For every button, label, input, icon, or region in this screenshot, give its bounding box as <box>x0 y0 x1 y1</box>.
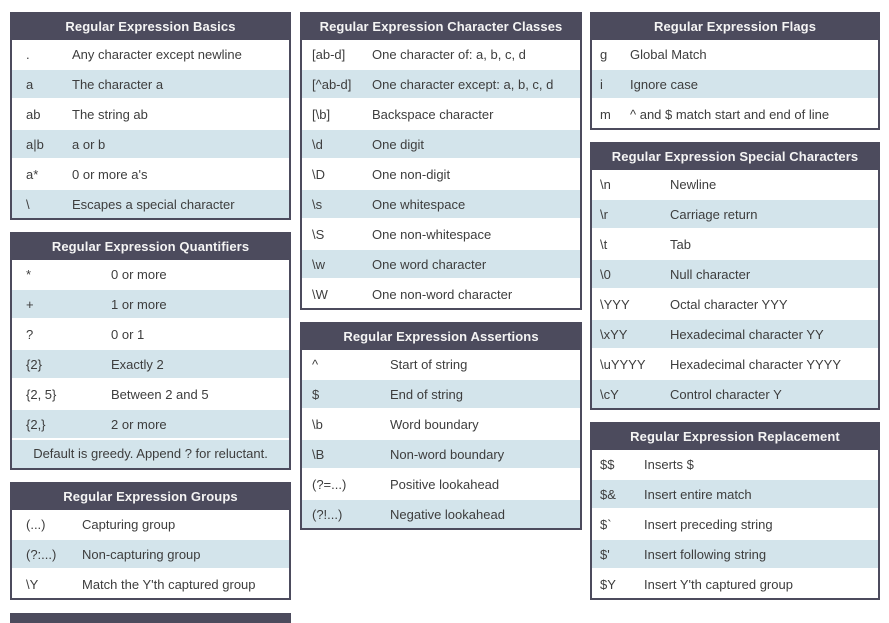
table-row <box>302 438 580 468</box>
description-cell: Backspace character <box>372 106 494 122</box>
symbol-cell: $Y <box>600 576 616 592</box>
description-cell: Inserts $ <box>644 456 694 472</box>
description-cell: Exactly 2 <box>111 356 164 372</box>
table-row <box>592 288 878 318</box>
symbol-cell: a|b <box>26 136 44 152</box>
table-row <box>592 98 878 128</box>
description-cell: Ignore case <box>630 76 698 92</box>
table-row <box>12 318 289 348</box>
table-row <box>592 228 878 258</box>
table-row <box>12 68 289 98</box>
table-row <box>302 218 580 248</box>
table-flags-rows <box>592 40 878 128</box>
symbol-cell: $` <box>600 516 612 532</box>
column-middle <box>300 12 582 542</box>
symbol-cell: m <box>600 106 611 122</box>
description-cell: One non-digit <box>372 166 451 182</box>
table-replacement <box>590 422 880 600</box>
description-cell: ^ and $ match start and end of line <box>630 106 830 122</box>
table-row <box>592 348 878 378</box>
table-quantifiers-rows <box>12 260 289 438</box>
truncated-table-header-stub <box>10 613 291 623</box>
symbol-cell: $ <box>312 386 320 402</box>
description-cell: Start of string <box>390 356 468 372</box>
description-cell: Octal character YYY <box>670 296 788 312</box>
symbol-cell: + <box>26 296 34 312</box>
description-cell: 0 or more <box>111 266 167 282</box>
table-row <box>12 98 289 128</box>
symbol-cell: ^ <box>312 356 319 372</box>
symbol-cell: \xYY <box>600 326 628 342</box>
table-row <box>12 260 289 288</box>
description-cell: Word boundary <box>390 416 479 432</box>
description-cell: Positive lookahead <box>390 476 500 492</box>
table-basics <box>10 12 291 220</box>
symbol-cell: \d <box>312 136 323 152</box>
table-row <box>592 378 878 408</box>
table-row <box>592 170 878 198</box>
description-cell: Global Match <box>630 46 707 62</box>
table-special-characters <box>590 142 880 410</box>
table-row <box>592 40 878 68</box>
table-row <box>302 98 580 128</box>
description-cell: Insert preceding string <box>644 516 773 532</box>
table-row <box>12 568 289 598</box>
table-assertions-rows <box>302 350 580 528</box>
table-quantifiers <box>10 232 291 470</box>
table-groups-rows <box>12 510 289 598</box>
table-row <box>302 40 580 68</box>
description-cell: Insert following string <box>644 546 767 562</box>
symbol-cell: (...) <box>26 516 46 532</box>
description-cell: 0 or more a's <box>72 166 148 182</box>
symbol-cell: \0 <box>600 266 611 282</box>
description-cell: Control character Y <box>670 386 782 402</box>
symbol-cell: \s <box>312 196 323 212</box>
table-special-characters-header: Regular Expression Special Characters <box>592 144 878 170</box>
symbol-cell: * <box>26 266 32 282</box>
symbol-cell: \YYY <box>600 296 630 312</box>
symbol-cell: [\b] <box>312 106 331 122</box>
table-basics-header: Regular Expression Basics <box>12 14 289 40</box>
symbol-cell: ab <box>26 106 41 122</box>
symbol-cell: \cY <box>600 386 619 402</box>
description-cell: a or b <box>72 136 106 152</box>
table-flags-header: Regular Expression Flags <box>592 14 878 40</box>
description-cell: One non-word character <box>372 286 513 302</box>
description-cell: Newline <box>670 176 717 192</box>
symbol-cell: i <box>600 76 603 92</box>
description-cell: Capturing group <box>82 516 176 532</box>
description-cell: The string ab <box>72 106 148 122</box>
description-cell: Any character except newline <box>72 46 242 62</box>
symbol-cell: (?:...) <box>26 546 57 562</box>
table-row <box>302 188 580 218</box>
column-right <box>590 12 880 612</box>
description-cell: Between 2 and 5 <box>111 386 209 402</box>
table-row <box>302 408 580 438</box>
table-replacement-rows <box>592 450 878 598</box>
table-row <box>12 538 289 568</box>
symbol-cell: \w <box>312 256 325 272</box>
symbol-cell: [ab-d] <box>312 46 346 62</box>
table-row <box>12 348 289 378</box>
description-cell: Hexadecimal character YYYY <box>670 356 842 372</box>
symbol-cell: {2,} <box>26 416 46 432</box>
table-row <box>302 128 580 158</box>
table-row <box>592 478 878 508</box>
description-cell: 1 or more <box>111 296 167 312</box>
table-assertions-header: Regular Expression Assertions <box>302 324 580 350</box>
description-cell: One character of: a, b, c, d <box>372 46 526 62</box>
table-row <box>592 258 878 288</box>
symbol-cell: ? <box>26 326 34 342</box>
table-row <box>592 508 878 538</box>
table-row <box>592 450 878 478</box>
description-cell: 0 or 1 <box>111 326 145 342</box>
table-row <box>12 128 289 158</box>
symbol-cell: a* <box>26 166 39 182</box>
description-cell: Null character <box>670 266 751 282</box>
table-row <box>592 318 878 348</box>
description-cell: End of string <box>390 386 463 402</box>
symbol-cell: {2} <box>26 356 42 372</box>
table-row <box>12 408 289 438</box>
table-row <box>302 498 580 528</box>
description-cell: Negative lookahead <box>390 506 505 522</box>
table-row <box>302 158 580 188</box>
table-character-classes <box>300 12 582 310</box>
table-row <box>302 350 580 378</box>
table-row <box>592 68 878 98</box>
table-row <box>592 568 878 598</box>
table-row <box>302 468 580 498</box>
description-cell: 2 or more <box>111 416 167 432</box>
description-cell: Insert Y'th captured group <box>644 576 793 592</box>
table-row <box>12 288 289 318</box>
table-row <box>12 158 289 188</box>
symbol-cell: $' <box>600 546 610 562</box>
description-cell: Insert entire match <box>644 486 752 502</box>
description-cell: Tab <box>670 236 691 252</box>
description-cell: Non-capturing group <box>82 546 201 562</box>
table-row <box>12 378 289 408</box>
description-cell: One digit <box>372 136 425 152</box>
symbol-cell: \t <box>600 236 608 252</box>
symbol-cell: (?!...) <box>312 506 343 522</box>
table-character-classes-rows <box>302 40 580 308</box>
symbol-cell: \uYYYY <box>600 356 646 372</box>
symbol-cell: \B <box>312 446 325 462</box>
description-cell: One word character <box>372 256 487 272</box>
symbol-cell: . <box>26 46 30 62</box>
symbol-cell: \Y <box>26 576 39 592</box>
table-row <box>12 40 289 68</box>
table-row <box>302 248 580 278</box>
symbol-cell: \n <box>600 176 611 192</box>
table-row <box>302 68 580 98</box>
symbol-cell: (?=...) <box>312 476 347 492</box>
table-groups <box>10 482 291 600</box>
symbol-cell: $& <box>600 486 616 502</box>
description-cell: The character a <box>72 76 164 92</box>
quantifiers-footer-note: Default is greedy. Append ? for reluctant. <box>12 438 289 468</box>
symbol-cell: g <box>600 46 608 62</box>
symbol-cell: \W <box>312 286 328 302</box>
table-groups-header: Regular Expression Groups <box>12 484 289 510</box>
table-flags <box>590 12 880 130</box>
symbol-cell: \ <box>26 196 30 212</box>
symbol-cell: \r <box>600 206 608 222</box>
table-quantifiers-header: Regular Expression Quantifiers <box>12 234 289 260</box>
table-special-characters-rows <box>592 170 878 408</box>
description-cell: Escapes a special character <box>72 196 235 212</box>
description-cell: One character except: a, b, c, d <box>372 76 554 92</box>
description-cell: Hexadecimal character YY <box>670 326 824 342</box>
table-row <box>302 278 580 308</box>
description-cell: Carriage return <box>670 206 758 222</box>
table-basics-rows <box>12 40 289 218</box>
table-row <box>592 538 878 568</box>
table-row <box>302 378 580 408</box>
symbol-cell: [^ab-d] <box>312 76 352 92</box>
symbol-cell: a <box>26 76 34 92</box>
description-cell: Match the Y'th captured group <box>82 576 256 592</box>
description-cell: Non-word boundary <box>390 446 505 462</box>
table-assertions <box>300 322 582 530</box>
table-row <box>592 198 878 228</box>
table-character-classes-header: Regular Expression Character Classes <box>302 14 580 40</box>
symbol-cell: \S <box>312 226 325 242</box>
column-left <box>10 12 291 623</box>
table-row <box>12 188 289 218</box>
table-replacement-header: Regular Expression Replacement <box>592 424 878 450</box>
symbol-cell: \D <box>312 166 325 182</box>
description-cell: One whitespace <box>372 196 466 212</box>
description-cell: One non-whitespace <box>372 226 492 242</box>
symbol-cell: {2, 5} <box>26 386 57 402</box>
symbol-cell: $$ <box>600 456 615 472</box>
table-row <box>12 510 289 538</box>
symbol-cell: \b <box>312 416 323 432</box>
